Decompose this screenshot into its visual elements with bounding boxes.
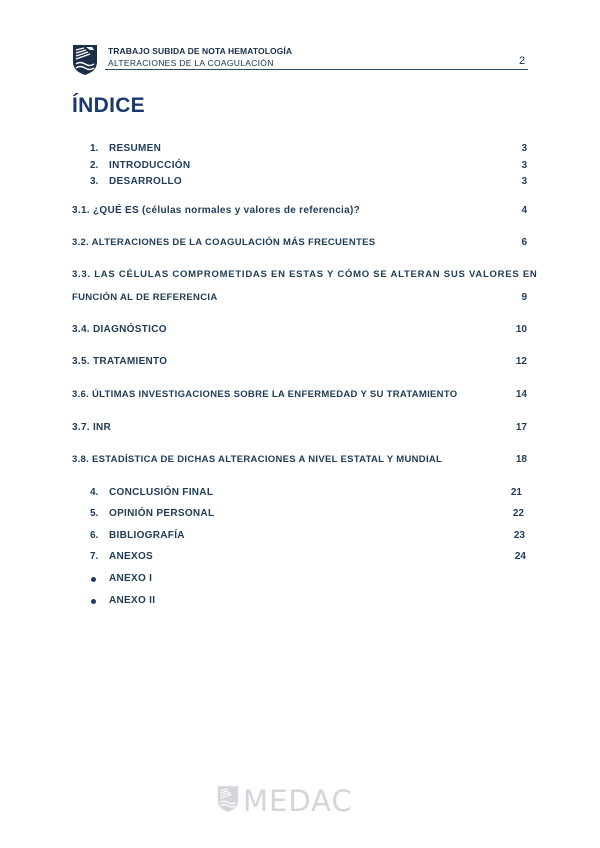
toc-item-page: 23 — [513, 530, 525, 541]
header-title: TRABAJO SUBIDA DE NOTA HEMATOLOGÍA — [108, 46, 293, 56]
index-title: ÍNDICE — [72, 94, 145, 117]
toc-section-label-line2: FUNCIÓN AL DE REFERENCIA — [72, 292, 218, 303]
footer-brand — [217, 784, 353, 818]
bullet-icon — [91, 599, 96, 604]
footer-logo-icon — [217, 785, 239, 818]
toc-annex-label: ANEXO II — [109, 595, 156, 606]
toc-item-page: 21 — [510, 487, 522, 498]
toc-item-number: 1. — [90, 143, 99, 154]
toc-section-label: 3.1. ¿QUÉ ES (células normales y valores de referencia)? — [72, 205, 361, 216]
toc-item-page: 3 — [521, 143, 527, 154]
toc-section-label: 3.8. ESTADÍSTICA DE DICHAS ALTERACIONES A NIVEL ESTATAL Y MUNDIAL — [72, 454, 443, 465]
toc-item-number: 6. — [90, 530, 99, 541]
toc-item-label: BIBLIOGRAFÍA — [109, 530, 185, 541]
toc-section-label: 3.7. INR — [72, 422, 112, 433]
toc-item-label: ANEXOS — [109, 551, 154, 562]
toc-item-page: 3 — [521, 176, 527, 187]
header-subtitle: ALTERACIONES DE LA COAGULACIÓN — [108, 58, 274, 68]
toc-item-label: OPINIÓN PERSONAL — [109, 508, 215, 519]
toc-item-page: 3 — [521, 160, 527, 171]
toc-annex-label: ANEXO I — [109, 573, 153, 584]
toc-item-label: INTRODUCCIÓN — [109, 160, 191, 171]
toc-section-label: 3.6. ÚLTIMAS INVESTIGACIONES SOBRE LA ENFERMEDAD Y SU TRATAMIENTO — [72, 389, 458, 400]
header-logo — [72, 44, 98, 76]
toc-section-page: 12 — [515, 356, 527, 367]
toc-item-number: 2. — [90, 160, 99, 171]
toc-section-page: 17 — [515, 422, 527, 433]
toc-item-number: 3. — [90, 176, 99, 187]
toc-item-page: 22 — [512, 508, 524, 519]
bullet-icon — [91, 577, 96, 582]
toc-section-page: 6 — [521, 237, 527, 248]
toc-item-number: 7. — [90, 551, 99, 562]
toc-item-number: 4. — [90, 487, 99, 498]
toc-section-page: 4 — [521, 205, 527, 216]
toc-section-label: 3.2. ALTERACIONES DE LA COAGULACIÓN MÁS FRECUENTES — [72, 237, 376, 248]
toc-item-label: DESARROLLO — [109, 176, 182, 187]
toc-item-label: RESUMEN — [109, 143, 162, 154]
toc-section-label: 3.5. TRATAMIENTO — [72, 356, 168, 367]
toc-item-number: 5. — [90, 508, 99, 519]
toc-item-page: 24 — [514, 551, 526, 562]
toc-section-page: 9 — [521, 292, 527, 303]
toc-section-page: 10 — [515, 324, 527, 335]
toc-section-page: 14 — [515, 389, 527, 400]
toc-item-label: CONCLUSIÓN FINAL — [109, 487, 214, 498]
footer-brand-text: MEDAC — [243, 784, 353, 818]
header-divider — [105, 69, 528, 70]
toc-section-page: 18 — [515, 454, 527, 465]
toc-section-label-line1: 3.3. LAS CÉLULAS COMPROMETIDAS EN ESTAS Y CÓMO SE ALTERAN SUS VALORES EN — [72, 269, 538, 280]
toc-section-label: 3.4. DIAGNÓSTICO — [72, 324, 167, 335]
page-number: 2 — [519, 55, 526, 67]
